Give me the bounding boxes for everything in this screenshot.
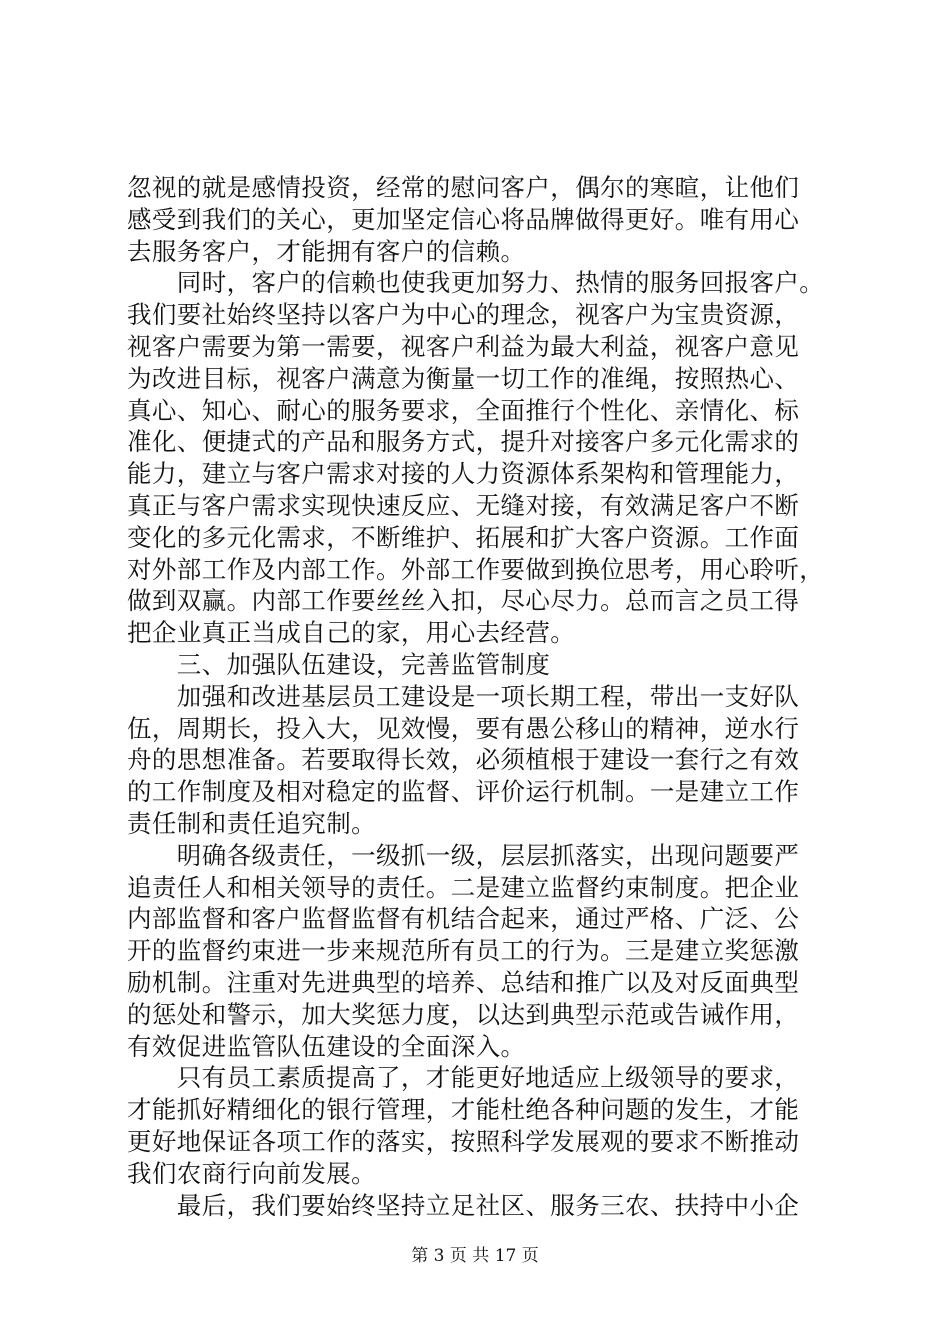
text-line: 责任制和责任追究制。 [127, 808, 376, 838]
text-line: 我们要社始终坚持以客户为中心的理念，视客户为宝贵资源， [127, 300, 800, 330]
text-line: 伍，周期长，投入大，见效慢，要有愚公移山的精神，逆水行 [127, 713, 800, 743]
text-line: 把企业真正当成自己的家，用心去经营。 [127, 618, 576, 648]
text-line: 更好地保证各项工作的落实，按照科学发展观的要求不断推动 [127, 1126, 800, 1156]
text-line: 忽视的就是感情投资，经常的慰问客户，偶尔的寒暄，让他们 [127, 173, 800, 202]
page-number-footer: 第 3 页 共 17 页 [411, 1246, 539, 1266]
section-heading: 三、加强队伍建设，完善监管制度 [127, 649, 551, 679]
text-line: 真心、知心、耐心的服务要求，全面推行个性化、亲情化、标 [127, 395, 800, 425]
text-line: 的惩处和警示，加大奖惩力度，以达到典型示范或告诫作用， [127, 999, 800, 1029]
text-line: 明确各级责任，一级抓一级，层层抓落实，出现问题要严 [127, 840, 800, 870]
text-line: 舟的思想准备。若要取得长效，必须植根于建设一套行之有效 [127, 745, 800, 775]
text-line: 开的监督约束进一步来规范所有员工的行为。三是建立奖惩激 [127, 936, 800, 966]
text-line: 我们农商行向前发展。 [127, 1158, 376, 1188]
body-text [127, 172, 847, 1221]
text-line: 能力，建立与客户需求对接的人力资源体系架构和管理能力， [127, 459, 800, 489]
text-line: 去服务客户，才能拥有客户的信赖。 [127, 236, 526, 266]
text-line: 变化的多元化需求，不断维护、拓展和扩大客户资源。工作面 [127, 522, 800, 552]
text-line: 真正与客户需求实现快速反应、无缝对接，有效满足客户不断 [127, 490, 800, 520]
text-line: 为改进目标，视客户满意为衡量一切工作的准绳，按照热心、 [127, 363, 800, 393]
text-line: 只有员工素质提高了，才能更好地适应上级领导的要求， [127, 1063, 800, 1093]
text-line: 励机制。注重对先进典型的培养、总结和推广以及对反面典型 [127, 967, 800, 997]
text-line: 最后，我们要始终坚持立足社区、服务三农、扶持中小企 [127, 1190, 800, 1220]
text-line: 有效促进监管队伍建设的全面深入。 [127, 1031, 526, 1061]
text-line: 准化、便捷式的产品和服务方式，提升对接客户多元化需求的 [127, 427, 800, 457]
text-line: 感受到我们的关心，更加坚定信心将品牌做得更好。唯有用心 [127, 204, 800, 234]
text-line: 视客户需要为第一需要，视客户利益为最大利益，视客户意见 [127, 331, 800, 361]
text-line: 的工作制度及相对稳定的监督、评价运行机制。一是建立工作 [127, 777, 800, 807]
text-line: 加强和改进基层员工建设是一项长期工程，带出一支好队 [127, 681, 800, 711]
text-line: 追责任人和相关领导的责任。二是建立监督约束制度。把企业 [127, 872, 800, 902]
text-line: 同时，客户的信赖也使我更加努力、热情的服务回报客户。 [127, 268, 825, 298]
text-line: 才能抓好精细化的银行管理，才能杜绝各种问题的发生，才能 [127, 1095, 800, 1125]
text-line: 对外部工作及内部工作。外部工作要做到换位思考，用心聆听， [127, 554, 825, 584]
text-line: 做到双赢。内部工作要丝丝入扣，尽心尽力。总而言之员工得 [127, 586, 800, 616]
text-line: 内部监督和客户监督监督有机结合起来，通过严格、广泛、公 [127, 904, 800, 934]
